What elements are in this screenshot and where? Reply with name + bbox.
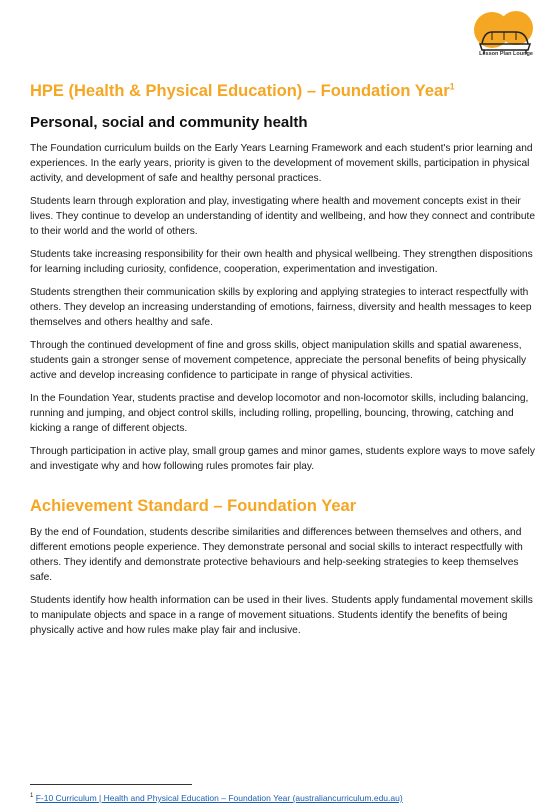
page-title-text: HPE (Health & Physical Education) – Foundation Year [30, 82, 450, 100]
page-title [30, 82, 542, 101]
section-subheading: Personal, social and community health [30, 114, 308, 131]
footnote-link[interactable]: F-10 Curriculum | Health and Physical Education – Foundation Year (australiancurriculum.edu.au) [35, 793, 403, 803]
paragraph: By the end of Foundation, students describe similarities and differences between themselves and others, and different emotions people experience. They demonstrate personal and social skills to interact respectfully with others. They identify and demonstrate protective behaviours and help-seeking strategies to keep themselves safe. [30, 527, 523, 583]
paragraph: Students learn through exploration and play, investigating where health and movement concepts exist in their lives. They continue to develop an understanding of identity and wellbeing, and how they connect and contribute to their world and the world of others. [30, 196, 536, 237]
document-body [30, 82, 542, 638]
paragraph: The Foundation curriculum builds on the Early Years Learning Framework and each student's prior learning and experiences. In the early years, priority is given to the development of movement skills, participation in physical activity, and development of safe and healthy personal practices. [30, 143, 533, 184]
paragraph: In the Foundation Year, students practise and develop locomotor and non-locomotor skills, including balancing, running and jumping, and object control skills, including rolling, propelling, bouncing, throwing, catching and kicking a range of different objects. [30, 393, 529, 434]
paragraph: Students take increasing responsibility for their own health and physical wellbeing. They strengthen dispositions for learning including curiosity, confidence, cooperation, experimentation and investigation. [30, 249, 533, 275]
logo-text: Lesson Plan Lounge [479, 51, 533, 57]
paragraph: Students identify how health information can be used in their lives. Students apply fundamental movement skills to manipulate objects and space in a range of movement situations. Students identify the benefits of being physically active and how rules make play fair and inclusive. [30, 595, 533, 636]
paragraph: Through participation in active play, small group games and minor games, students explore ways to move safely and investigate why and how following rules promotes fair play. [30, 446, 535, 472]
footnote-mark: 1 [30, 793, 34, 800]
paragraph: Students strengthen their communication skills by exploring and applying strategies to interact respectfully with others. They develop an increasing understanding of emotions, fairness, diversity and health messages to keep themselves and others healthy and safe. [30, 287, 532, 328]
paragraph: Through the continued development of fine and gross skills, object manipulation skills and spatial awareness, students gain a stronger sense of movement competence, appreciate the personal benefits of being physically active and develop increasing confidence to participate in range of physical activities. [30, 340, 527, 381]
footnote-reference[interactable]: 1 [449, 81, 455, 92]
footnote [30, 793, 403, 803]
footnote-divider [30, 784, 192, 785]
achievement-standard-title: Achievement Standard – Foundation Year [30, 497, 357, 515]
